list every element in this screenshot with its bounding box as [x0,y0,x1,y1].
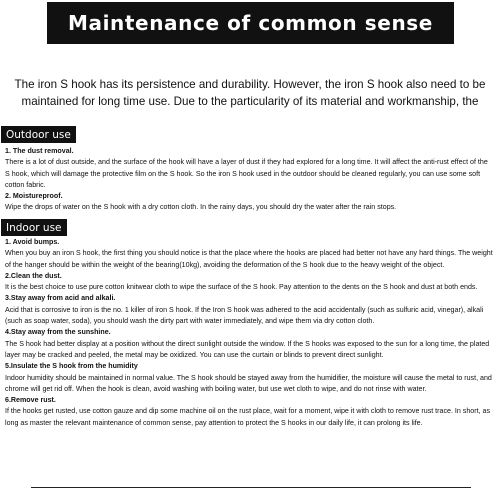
indoor-item-body: Indoor humidity should be maintained in normal value. The S hook should be stayed away from the humidifier, the moisture will cause the metal to rust, and chrome will get rid off. When the hook is clean, avoid washing with boiling water, but use wet cloth to wipe, and do not rinse with water. [5,373,492,393]
outdoor-use-heading [1,126,76,143]
indoor-item-body: When you buy an iron S hook, the first thing you should notice is that the place where the hooks are placed had better not have any hard things. The weight of the hanger should be within the weight of the bearing(10kg), avoiding the deformation of the S hook due to the heavy weight of the object. [5,249,493,269]
indoor-item-body: If the hooks get rusted, use cotton gauze and dip some machine oil on the rust place, wait for a moment, wipe it with cloth to remove rust trace. In short, as long as master the relevant maintenance of common sense, pay attention to protect the S hooks in our daily life, it can prolong its life. [5,407,490,427]
outdoor-item-title: 1. The dust removal. [5,147,74,155]
bottom-divider [31,487,471,488]
indoor-item-title: 5.Insulate the S hook from the humidity [5,362,138,371]
indoor-item-body: Acid that is corrosive to iron is the no. 1 killer of iron S hook. If the Iron S hook was adhered to the acid accidentally (such as sulfuric acid, vinegar), alkali (such as soap water, soda), you should wash the dirty part with water immediately, and wipe them via dry cotton cloth. [5,305,484,326]
page-title: Maintenance of common sense [68,11,433,35]
title-banner [47,2,454,44]
indoor-item-body: The S hook had better display at a position without the direct sunlight outside the window. If the S hooks was exposed to the sun for a long time, the plated layer may be cracked and peeled, the metal may be oxidized. You can use the curtain or blinds to prevent direct sunlight. [5,339,490,359]
outdoor-use-label: Outdoor use [6,128,71,141]
outdoor-item-title: 2. Moistureproof. [5,192,63,201]
indoor-use-section [5,237,494,429]
indoor-item-title: 6.Remove rust. [5,396,56,405]
intro-paragraph: The iron S hook has its persistence and durability. However, the iron S hook also need to be maintained for long time use. Due to the particularity of its material and workmanship, the [14,78,486,108]
outdoor-item-body: There is a lot of dust outside, and the surface of the hook will have a layer of dust if they had explored for a long time. It will affect the anti-rust effect of the S hook, which will damage the protective film on the S hook. So the iron S hook used in the outdoor should be cleaned regularly, you can use some soft cotton fabric. [5,158,488,189]
indoor-item-body: It is the best choice to use pure cotton knitwear cloth to wipe the surface of the S hook. Pay attention to the dents on the S hook and dust at both ends. [5,283,478,292]
indoor-item-title: 4.Stay away from the sunshine. [5,328,111,337]
indoor-use-label: Indoor use [6,221,62,234]
indoor-use-heading [1,219,67,236]
indoor-item-title: 3.Stay away from acid and alkali. [5,294,116,303]
outdoor-use-section [5,146,494,214]
indoor-item-title: 2.Clean the dust. [5,271,62,280]
outdoor-item-body: Wipe the drops of water on the S hook with a dry cotton cloth. In the rainy days, you should dry the water after the rain stops. [5,203,397,212]
indoor-item-title: 1. Avoid bumps. [5,238,60,246]
